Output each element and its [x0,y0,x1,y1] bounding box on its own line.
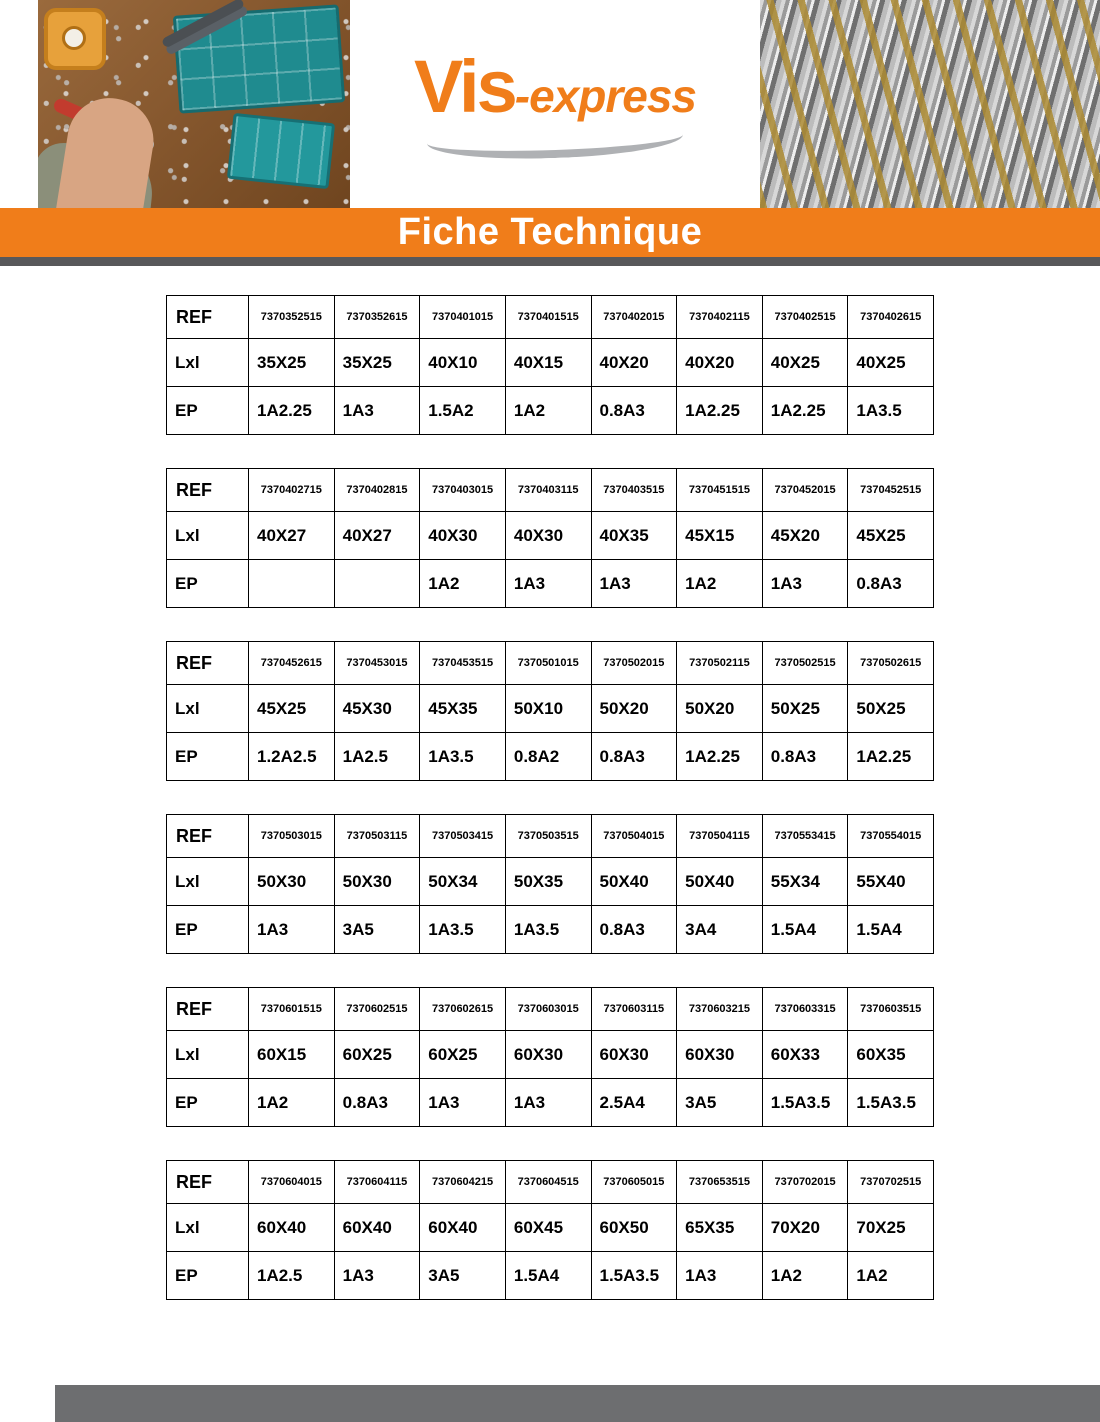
dimension-cell: 60X50 [591,1204,677,1252]
ref-cell: 7370603515 [848,988,934,1031]
table-row [167,906,934,954]
dimension-cell: 60X30 [591,1031,677,1079]
spec-table [166,641,934,781]
tables-section [166,295,934,1300]
dimension-cell: 60X35 [848,1031,934,1079]
dimension-cell: 60X33 [762,1031,848,1079]
dimension-cell: 60X15 [249,1031,335,1079]
ref-cell: 7370403515 [591,469,677,512]
thickness-cell: 1A2.25 [848,733,934,781]
banner [0,208,1100,266]
thickness-cell: 1.5A3.5 [848,1079,934,1127]
table-row [167,1161,934,1204]
ref-cell: 7370402015 [591,296,677,339]
ref-cell: 7370603115 [591,988,677,1031]
dimension-cell: 65X35 [677,1204,763,1252]
dimension-cell: 40X25 [762,339,848,387]
row-label: Lxl [167,339,249,387]
dimension-cell: 45X30 [334,685,420,733]
spec-table [166,295,934,435]
thickness-cell: 1A3 [249,906,335,954]
thickness-cell: 1A3 [334,387,420,435]
row-label: EP [167,906,249,954]
brand-secondary-text: -express [514,70,696,122]
thickness-cell: 1.2A2.5 [249,733,335,781]
thickness-cell: 1.5A2 [420,387,506,435]
thickness-cell: 3A5 [334,906,420,954]
ref-cell: 7370503015 [249,815,335,858]
dimension-cell: 50X20 [591,685,677,733]
dimension-cell: 40X27 [334,512,420,560]
brand-logo [350,0,760,208]
table-row [167,1252,934,1300]
dimension-cell: 40X30 [420,512,506,560]
thickness-cell: 1A2.25 [249,387,335,435]
dimension-cell: 70X20 [762,1204,848,1252]
thickness-cell: 1A3.5 [505,906,591,954]
thickness-cell [249,560,335,608]
dimension-cell: 45X35 [420,685,506,733]
thickness-cell: 0.8A3 [762,733,848,781]
ref-cell: 7370604215 [420,1161,506,1204]
dimension-cell: 50X34 [420,858,506,906]
dimension-cell: 60X30 [677,1031,763,1079]
row-label: Lxl [167,858,249,906]
thickness-cell: 1A2.25 [677,733,763,781]
ref-cell: 7370402615 [848,296,934,339]
ref-cell: 7370501015 [505,642,591,685]
thickness-cell: 1A3.5 [848,387,934,435]
row-label: EP [167,387,249,435]
table-row [167,469,934,512]
table-row [167,1031,934,1079]
thickness-cell: 1A2.25 [677,387,763,435]
table-row [167,296,934,339]
dimension-cell: 60X25 [420,1031,506,1079]
dimension-cell: 50X10 [505,685,591,733]
thickness-cell: 1.5A4 [505,1252,591,1300]
ref-cell: 7370502515 [762,642,848,685]
dimension-cell: 50X35 [505,858,591,906]
row-label: Lxl [167,512,249,560]
row-label: REF [167,469,249,512]
thickness-cell: 0.8A3 [848,560,934,608]
dimension-cell: 50X25 [848,685,934,733]
thickness-cell: 1.5A4 [848,906,934,954]
ref-cell: 7370401515 [505,296,591,339]
table-row [167,858,934,906]
ref-cell: 7370602515 [334,988,420,1031]
thickness-cell: 1A2.25 [762,387,848,435]
ref-cell: 7370503415 [420,815,506,858]
workspace-photo [38,0,350,208]
thickness-cell: 1.5A3.5 [591,1252,677,1300]
ref-cell: 7370604115 [334,1161,420,1204]
thickness-cell: 3A5 [677,1079,763,1127]
ref-cell: 7370503515 [505,815,591,858]
thickness-cell: 1A3 [591,560,677,608]
ref-cell: 7370702515 [848,1161,934,1204]
ref-cell: 7370352515 [249,296,335,339]
dimension-cell: 40X20 [591,339,677,387]
dimension-cell: 50X30 [334,858,420,906]
table-row [167,988,934,1031]
screws-photo [760,0,1100,208]
dimension-cell: 35X25 [334,339,420,387]
spec-table [166,814,934,954]
thickness-cell: 1A2 [249,1079,335,1127]
dimension-cell: 40X27 [249,512,335,560]
table-row [167,642,934,685]
ref-cell: 7370352615 [334,296,420,339]
thickness-cell: 1A3 [505,560,591,608]
parts-organizer-box-small [227,113,335,189]
thickness-cell: 1.5A4 [762,906,848,954]
thickness-cell: 1A3 [505,1079,591,1127]
thickness-cell: 1.5A3.5 [762,1079,848,1127]
ref-cell: 7370502015 [591,642,677,685]
brand-primary-text: Vis [414,45,515,128]
dimension-cell: 35X25 [249,339,335,387]
ref-cell: 7370554015 [848,815,934,858]
thickness-cell: 1A2.5 [249,1252,335,1300]
ref-cell: 7370601515 [249,988,335,1031]
dimension-cell: 45X25 [848,512,934,560]
dimension-cell: 60X25 [334,1031,420,1079]
page-title: Fiche Technique [397,211,703,253]
ref-cell: 7370603015 [505,988,591,1031]
row-label: EP [167,1079,249,1127]
table-row [167,685,934,733]
thickness-cell: 1A2 [762,1252,848,1300]
ref-cell: 7370502115 [677,642,763,685]
ref-cell: 7370604515 [505,1161,591,1204]
ref-cell: 7370503115 [334,815,420,858]
footer-bar [55,1385,1100,1422]
thickness-cell: 1A3 [762,560,848,608]
ref-cell: 7370401015 [420,296,506,339]
ref-cell: 7370402115 [677,296,763,339]
dimension-cell: 60X40 [249,1204,335,1252]
spec-table [166,987,934,1127]
thickness-cell: 1A3 [420,1079,506,1127]
row-label: REF [167,642,249,685]
ref-cell: 7370452015 [762,469,848,512]
row-label: REF [167,296,249,339]
ref-cell: 7370451515 [677,469,763,512]
thickness-cell: 1A2 [848,1252,934,1300]
dimension-cell: 40X35 [591,512,677,560]
thickness-cell: 1A2 [677,560,763,608]
spec-table [166,468,934,608]
table-row [167,733,934,781]
dimension-cell: 60X40 [334,1204,420,1252]
ref-cell: 7370504015 [591,815,677,858]
row-label: Lxl [167,1204,249,1252]
ref-cell: 7370453015 [334,642,420,685]
dimension-cell: 40X10 [420,339,506,387]
thickness-cell: 0.8A3 [591,906,677,954]
header [0,0,1100,208]
dimension-cell: 60X45 [505,1204,591,1252]
row-label: Lxl [167,685,249,733]
thickness-cell: 0.8A2 [505,733,591,781]
table-row [167,387,934,435]
row-label: REF [167,1161,249,1204]
thickness-cell: 1A2 [505,387,591,435]
ref-cell: 7370553415 [762,815,848,858]
table-row [167,512,934,560]
dimension-cell: 45X25 [249,685,335,733]
ref-cell: 7370452515 [848,469,934,512]
dimension-cell: 50X40 [677,858,763,906]
table-row [167,560,934,608]
dimension-cell: 40X30 [505,512,591,560]
dimension-cell: 70X25 [848,1204,934,1252]
thickness-cell: 1A3.5 [420,733,506,781]
row-label: REF [167,988,249,1031]
thickness-cell: 0.8A3 [591,387,677,435]
dimension-cell: 50X20 [677,685,763,733]
thickness-cell: 2.5A4 [591,1079,677,1127]
dimension-cell: 40X20 [677,339,763,387]
ref-cell: 7370402515 [762,296,848,339]
dimension-cell: 55X34 [762,858,848,906]
ref-cell: 7370603315 [762,988,848,1031]
table-row [167,1204,934,1252]
ref-cell: 7370605015 [591,1161,677,1204]
dimension-cell: 60X30 [505,1031,591,1079]
ref-cell: 7370403115 [505,469,591,512]
row-label: EP [167,560,249,608]
thickness-cell: 0.8A3 [591,733,677,781]
spec-table [166,1160,934,1300]
thickness-cell [334,560,420,608]
ref-cell: 7370402815 [334,469,420,512]
thickness-cell: 3A4 [677,906,763,954]
dimension-cell: 50X30 [249,858,335,906]
ref-cell: 7370602615 [420,988,506,1031]
ref-cell: 7370452615 [249,642,335,685]
row-label: Lxl [167,1031,249,1079]
dimension-cell: 45X15 [677,512,763,560]
ref-cell: 7370453515 [420,642,506,685]
dimension-cell: 40X25 [848,339,934,387]
dimension-cell: 50X40 [591,858,677,906]
thickness-cell: 0.8A3 [334,1079,420,1127]
thickness-cell: 1A2.5 [334,733,420,781]
table-row [167,339,934,387]
thickness-cell: 1A3 [334,1252,420,1300]
ref-cell: 7370403015 [420,469,506,512]
ref-cell: 7370653515 [677,1161,763,1204]
dimension-cell: 50X25 [762,685,848,733]
thickness-cell: 3A5 [420,1252,506,1300]
table-row [167,1079,934,1127]
tape-measure [44,8,106,70]
ref-cell: 7370502615 [848,642,934,685]
brand-wordmark [414,45,696,128]
row-label: REF [167,815,249,858]
thickness-cell: 1A2 [420,560,506,608]
ref-cell: 7370402715 [249,469,335,512]
row-label: EP [167,1252,249,1300]
dimension-cell: 55X40 [848,858,934,906]
row-label: EP [167,733,249,781]
dimension-cell: 45X20 [762,512,848,560]
dimension-cell: 40X15 [505,339,591,387]
thickness-cell: 1A3.5 [420,906,506,954]
dimension-cell: 60X40 [420,1204,506,1252]
ref-cell: 7370702015 [762,1161,848,1204]
table-row [167,815,934,858]
ref-cell: 7370504115 [677,815,763,858]
thickness-cell: 1A3 [677,1252,763,1300]
ref-cell: 7370604015 [249,1161,335,1204]
ref-cell: 7370603215 [677,988,763,1031]
